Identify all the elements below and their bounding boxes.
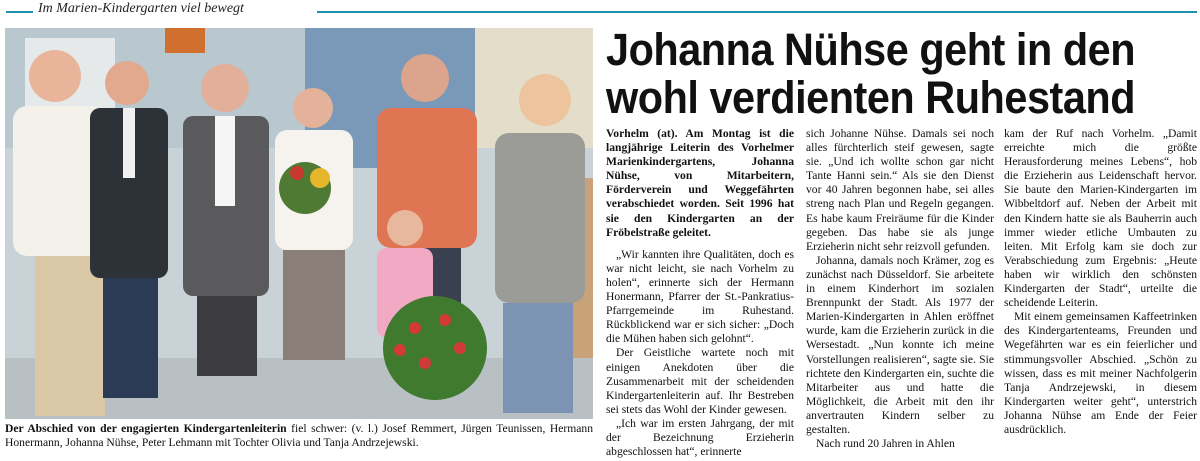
group-photo [5, 28, 593, 419]
article-column-3 [1004, 127, 1197, 461]
paragraph: Nach rund 20 Jahren in Ahlen [816, 437, 955, 451]
photo-illustration [5, 28, 593, 419]
caption-text: fiel schwer: (v. l.) Josef Remmert, Jürgen Teunissen, Hermann Honermann, Johanna Nühse, Peter Lehmann mit Tochter Olivia und Tanja Andrzejewski. [5, 422, 594, 449]
article-column-1 [606, 127, 794, 461]
headline [606, 26, 1151, 122]
paragraph: Johanna, damals noch Krämer, zog es zunächst nach Düsseldorf. Sie arbeitete in einem Kinderhort im sozialen Brennpunkt der Stadt. Als 1977 der Marien-Kindergarten in Ahlen eröffnet wurde, kam die Erzieherin zurück in die Wersestadt. „Nun konnte ich meine Vorstellungen realisieren“, sagte sie. Sie richtete den Kindergarten ein, suchte die Mitarbeiter aus und hatte die Möglichkeit, die Arbeit mit den ihr anvertrauten Kindern selber zu gestalten. [806, 253, 994, 436]
paragraph: Der Geistliche wartete noch mit einigen Anekdoten über die Zusammenarbeit mit der scheidenden Kindergartenleiterin auf. Ihr Bestreben sei stets das Wohl der Kinder gewesen. [606, 346, 794, 416]
headline-line-2: wohl verdienten Ruhestand [606, 72, 1136, 123]
paragraph: kam der Ruf nach Vorhelm. „Damit erreichte mich die größte Herausforderung meines Lebens“, hob die Erzieherin aus Leidenschaft hervor. Sie baute den Marien-Kindergarten im Wibbeltdorf auf. Neben der Arbeit mit den Kindern hatte sie als Bauherrin auch immer wieder etliche Umbauten zu leiten. Mit Erfolg kam sie doch zur Verabschiedung zum Ergebnis: „Heute haben wir wirklich den schönsten Kindergarten der Stadt“, urteilte die scheidende Leiterin. [1004, 127, 1197, 310]
article-column-2 [806, 127, 994, 461]
header-rule-left [6, 11, 33, 13]
photo-caption [5, 422, 593, 450]
headline-line-1: Johanna Nühse geht in den [606, 24, 1136, 75]
article-lead: Vorhelm (at). Am Montag ist die langjährige Leiterin des Vorhelmer Marienkindergartens, Johanna Nühse, von Mitarbeitern, Förderverein und Weggefährten verabschiedet worden. Seit 1996 hat sie den Kindergarten an der Fröbelstraße geleitet. [606, 127, 794, 239]
kicker: Im Marien-Kindergarten viel bewegt [38, 1, 244, 16]
header-rule-right [317, 11, 1197, 13]
paragraph: „Ich war im ersten Jahrgang, der mit der Bezeichnung Erzieherin abgeschlossen hat“, erinnerte [606, 416, 794, 459]
paragraph: „Wir kannten ihre Qualitäten, doch es war nicht leicht, sie nach Vorhelm zu holen“, erinnerte sich der Hermann Honermann, Pfarrer der St.-Pankratius-Pfarrgemeinde im Ruhestand. Rückblickend war er sich sicher: „Doch die Mühen haben sich gelohnt“. [606, 247, 794, 346]
caption-bold: Der Abschied von der engagierten Kindergartenleiterin [5, 422, 287, 435]
paragraph: Mit einem gemeinsamen Kaffeetrinken des Kindergartenteams, Freunden und Wegefährten war es ein feierlicher und stimmungsvoller Abschied. „Schön zu wissen, dass es mit meiner Nachfolgerin Tanja Andrzejewski, in diesem Kindergarten weiter geht“, unterstrich Johanna Nühse am Ende der Feier ausdrücklich. [1004, 310, 1197, 436]
paragraph: sich Johanne Nühse. Damals sei noch alles fürchterlich steif gewesen, sagte sie. „Und ich wollte schon gar nicht Tante Hanni sein.“ Als sie den Dienst vor 40 Jahren begonnen habe, sei alles streng nach Plan und Regeln gegangen. Es habe kaum Freiräume für die Kinder gegeben. Das habe sie als junge Erzieherin nicht sehr reizvoll gefunden. [806, 127, 994, 253]
